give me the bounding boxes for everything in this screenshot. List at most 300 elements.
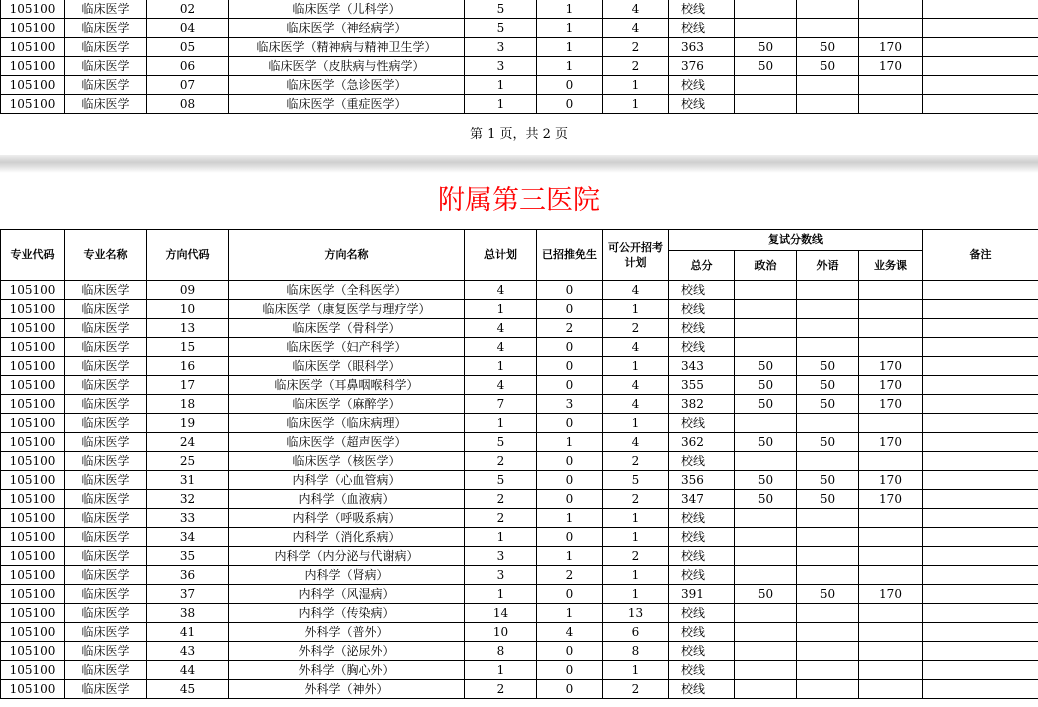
- table-row: [1, 642, 1038, 661]
- cell-business: [859, 414, 923, 433]
- cell-total: 5: [465, 433, 537, 452]
- cell-business: 170: [859, 471, 923, 490]
- cell-public: 5: [603, 471, 669, 490]
- cell-language: [797, 623, 859, 642]
- cell-dir-code: 02: [147, 0, 229, 19]
- cell-score: 校线: [669, 414, 735, 433]
- cell-language: [797, 566, 859, 585]
- cell-exempt: 0: [537, 490, 603, 509]
- cell-public: 4: [603, 19, 669, 38]
- cell-name: 临床医学: [65, 57, 147, 76]
- table-row: [1, 585, 1038, 604]
- cell-note: [923, 414, 1038, 433]
- table-row: [1, 395, 1038, 414]
- table-row: [1, 547, 1038, 566]
- cell-dir-name: 外科学（神外）: [229, 680, 465, 699]
- cell-note: [923, 281, 1038, 300]
- cell-name: 临床医学: [65, 338, 147, 357]
- cell-dir-code: 44: [147, 661, 229, 680]
- cell-dir-code: 38: [147, 604, 229, 623]
- cell-total: 7: [465, 395, 537, 414]
- cell-note: [923, 642, 1038, 661]
- cell-language: [797, 319, 859, 338]
- cell-public: 4: [603, 338, 669, 357]
- cell-dir-code: 35: [147, 547, 229, 566]
- table-row: [1, 76, 1038, 95]
- cell-exempt: 1: [537, 0, 603, 19]
- cell-dir-code: 10: [147, 300, 229, 319]
- cell-total: 3: [465, 566, 537, 585]
- cell-code: 105100: [1, 433, 65, 452]
- cell-dir-code: 37: [147, 585, 229, 604]
- cell-total: 4: [465, 376, 537, 395]
- cell-language: 50: [797, 38, 859, 57]
- cell-public: 2: [603, 680, 669, 699]
- cell-exempt: 0: [537, 281, 603, 300]
- cell-business: 170: [859, 433, 923, 452]
- table-row: [1, 471, 1038, 490]
- cell-name: 临床医学: [65, 0, 147, 19]
- cell-business: [859, 547, 923, 566]
- cell-name: 临床医学: [65, 661, 147, 680]
- header-politics: 政治: [735, 251, 797, 281]
- cell-language: [797, 300, 859, 319]
- cell-business: [859, 0, 923, 19]
- admission-table-page1: [0, 0, 1038, 114]
- cell-score: 校线: [669, 604, 735, 623]
- cell-name: 临床医学: [65, 509, 147, 528]
- cell-business: [859, 509, 923, 528]
- cell-business: 170: [859, 395, 923, 414]
- cell-score: 355: [669, 376, 735, 395]
- cell-score: 校线: [669, 95, 735, 114]
- cell-dir-code: 41: [147, 623, 229, 642]
- table-row: [1, 0, 1038, 19]
- cell-note: [923, 433, 1038, 452]
- cell-dir-code: 08: [147, 95, 229, 114]
- cell-note: [923, 528, 1038, 547]
- cell-exempt: 0: [537, 661, 603, 680]
- cell-business: [859, 76, 923, 95]
- cell-politics: [735, 300, 797, 319]
- cell-language: [797, 528, 859, 547]
- cell-public: 1: [603, 661, 669, 680]
- cell-politics: [735, 661, 797, 680]
- cell-code: 105100: [1, 585, 65, 604]
- cell-exempt: 1: [537, 547, 603, 566]
- page-divider: [0, 155, 1038, 173]
- cell-code: 105100: [1, 76, 65, 95]
- table-row: [1, 623, 1038, 642]
- cell-dir-name: 内科学（肾病）: [229, 566, 465, 585]
- cell-total: 3: [465, 547, 537, 566]
- cell-dir-name: 内科学（心血管病）: [229, 471, 465, 490]
- cell-language: 50: [797, 376, 859, 395]
- cell-code: 105100: [1, 490, 65, 509]
- header-public: 可公开招考计划: [603, 230, 669, 281]
- cell-code: 105100: [1, 680, 65, 699]
- cell-exempt: 0: [537, 376, 603, 395]
- cell-code: 105100: [1, 300, 65, 319]
- cell-exempt: 0: [537, 680, 603, 699]
- cell-business: [859, 452, 923, 471]
- cell-name: 临床医学: [65, 414, 147, 433]
- cell-dir-name: 临床医学（骨科学）: [229, 319, 465, 338]
- cell-score: 校线: [669, 300, 735, 319]
- cell-dir-name: 临床医学（核医学）: [229, 452, 465, 471]
- cell-score: 校线: [669, 0, 735, 19]
- header-exempt: 已招推免生: [537, 230, 603, 281]
- cell-politics: 50: [735, 490, 797, 509]
- cell-politics: [735, 547, 797, 566]
- cell-language: [797, 642, 859, 661]
- cell-exempt: 3: [537, 395, 603, 414]
- cell-business: 170: [859, 57, 923, 76]
- cell-public: 4: [603, 395, 669, 414]
- cell-note: [923, 395, 1038, 414]
- cell-politics: [735, 623, 797, 642]
- cell-business: [859, 19, 923, 38]
- cell-score: 362: [669, 433, 735, 452]
- cell-public: 2: [603, 452, 669, 471]
- cell-public: 1: [603, 528, 669, 547]
- cell-dir-name: 临床医学（临床病理）: [229, 414, 465, 433]
- cell-score: 343: [669, 357, 735, 376]
- cell-note: [923, 547, 1038, 566]
- cell-politics: [735, 680, 797, 699]
- cell-name: 临床医学: [65, 19, 147, 38]
- cell-name: 临床医学: [65, 395, 147, 414]
- cell-note: [923, 95, 1038, 114]
- table-row: [1, 376, 1038, 395]
- cell-dir-name: 临床医学（妇产科学）: [229, 338, 465, 357]
- cell-name: 临床医学: [65, 95, 147, 114]
- cell-dir-code: 15: [147, 338, 229, 357]
- cell-politics: [735, 509, 797, 528]
- cell-dir-code: 33: [147, 509, 229, 528]
- cell-score: 校线: [669, 642, 735, 661]
- cell-dir-name: 外科学（普外）: [229, 623, 465, 642]
- cell-total: 1: [465, 661, 537, 680]
- cell-public: 2: [603, 57, 669, 76]
- cell-total: 3: [465, 38, 537, 57]
- cell-politics: [735, 19, 797, 38]
- cell-public: 4: [603, 433, 669, 452]
- cell-politics: [735, 452, 797, 471]
- cell-total: 1: [465, 76, 537, 95]
- cell-exempt: 0: [537, 585, 603, 604]
- cell-total: 1: [465, 528, 537, 547]
- cell-dir-name: 临床医学（超声医学）: [229, 433, 465, 452]
- cell-name: 临床医学: [65, 680, 147, 699]
- cell-politics: [735, 528, 797, 547]
- cell-dir-code: 18: [147, 395, 229, 414]
- cell-code: 105100: [1, 57, 65, 76]
- cell-language: 50: [797, 471, 859, 490]
- cell-public: 8: [603, 642, 669, 661]
- cell-business: [859, 528, 923, 547]
- cell-note: [923, 300, 1038, 319]
- cell-dir-code: 31: [147, 471, 229, 490]
- cell-exempt: 0: [537, 357, 603, 376]
- cell-language: 50: [797, 433, 859, 452]
- cell-language: 50: [797, 490, 859, 509]
- cell-code: 105100: [1, 604, 65, 623]
- cell-dir-name: 临床医学（麻醉学）: [229, 395, 465, 414]
- cell-exempt: 0: [537, 95, 603, 114]
- cell-dir-name: 临床医学（全科医学）: [229, 281, 465, 300]
- cell-score: 校线: [669, 547, 735, 566]
- cell-business: [859, 281, 923, 300]
- cell-language: [797, 414, 859, 433]
- cell-public: 1: [603, 300, 669, 319]
- cell-note: [923, 452, 1038, 471]
- cell-note: [923, 623, 1038, 642]
- cell-politics: 50: [735, 357, 797, 376]
- cell-language: [797, 0, 859, 19]
- cell-dir-name: 临床医学（眼科学）: [229, 357, 465, 376]
- cell-politics: [735, 566, 797, 585]
- cell-name: 临床医学: [65, 490, 147, 509]
- cell-code: 105100: [1, 566, 65, 585]
- cell-score: 363: [669, 38, 735, 57]
- cell-name: 临床医学: [65, 547, 147, 566]
- cell-dir-code: 34: [147, 528, 229, 547]
- cell-code: 105100: [1, 547, 65, 566]
- cell-dir-name: 外科学（泌尿外）: [229, 642, 465, 661]
- table-body-page2: [1, 281, 1038, 699]
- cell-business: 170: [859, 38, 923, 57]
- cell-code: 105100: [1, 395, 65, 414]
- cell-public: 1: [603, 95, 669, 114]
- cell-name: 临床医学: [65, 585, 147, 604]
- cell-code: 105100: [1, 528, 65, 547]
- header-business: 业务课: [859, 251, 923, 281]
- cell-dir-code: 13: [147, 319, 229, 338]
- cell-language: [797, 547, 859, 566]
- cell-business: [859, 300, 923, 319]
- cell-name: 临床医学: [65, 604, 147, 623]
- cell-note: [923, 604, 1038, 623]
- cell-dir-name: 临床医学（精神病与精神卫生学）: [229, 38, 465, 57]
- cell-business: [859, 319, 923, 338]
- cell-score: 347: [669, 490, 735, 509]
- cell-score: 校线: [669, 566, 735, 585]
- cell-politics: 50: [735, 57, 797, 76]
- cell-exempt: 0: [537, 528, 603, 547]
- cell-name: 临床医学: [65, 452, 147, 471]
- cell-language: [797, 95, 859, 114]
- cell-total: 1: [465, 357, 537, 376]
- cell-public: 4: [603, 281, 669, 300]
- header-dir-code: 方向代码: [147, 230, 229, 281]
- cell-politics: [735, 0, 797, 19]
- cell-language: [797, 281, 859, 300]
- table-row: [1, 338, 1038, 357]
- table-row: [1, 57, 1038, 76]
- cell-code: 105100: [1, 319, 65, 338]
- cell-score: 校线: [669, 680, 735, 699]
- cell-name: 临床医学: [65, 38, 147, 57]
- header-score: 总分: [669, 251, 735, 281]
- cell-exempt: 1: [537, 38, 603, 57]
- cell-score: 382: [669, 395, 735, 414]
- cell-dir-name: 临床医学（儿科学）: [229, 0, 465, 19]
- cell-language: [797, 76, 859, 95]
- table-body-page1: [1, 0, 1038, 114]
- cell-total: 3: [465, 57, 537, 76]
- cell-name: 临床医学: [65, 528, 147, 547]
- cell-public: 1: [603, 566, 669, 585]
- cell-dir-code: 07: [147, 76, 229, 95]
- cell-note: [923, 38, 1038, 57]
- cell-score: 校线: [669, 661, 735, 680]
- cell-exempt: 1: [537, 19, 603, 38]
- cell-code: 105100: [1, 281, 65, 300]
- table-row: [1, 509, 1038, 528]
- cell-exempt: 0: [537, 414, 603, 433]
- cell-code: 105100: [1, 95, 65, 114]
- cell-politics: [735, 95, 797, 114]
- cell-public: 1: [603, 585, 669, 604]
- cell-dir-code: 05: [147, 38, 229, 57]
- cell-code: 105100: [1, 509, 65, 528]
- cell-dir-code: 17: [147, 376, 229, 395]
- cell-politics: 50: [735, 395, 797, 414]
- cell-language: [797, 509, 859, 528]
- cell-note: [923, 319, 1038, 338]
- cell-dir-code: 36: [147, 566, 229, 585]
- cell-business: [859, 661, 923, 680]
- cell-politics: 50: [735, 585, 797, 604]
- cell-note: [923, 566, 1038, 585]
- cell-business: [859, 642, 923, 661]
- cell-dir-code: 04: [147, 19, 229, 38]
- cell-business: 170: [859, 585, 923, 604]
- cell-score: 校线: [669, 338, 735, 357]
- cell-business: [859, 338, 923, 357]
- cell-note: [923, 76, 1038, 95]
- cell-dir-code: 45: [147, 680, 229, 699]
- cell-total: 14: [465, 604, 537, 623]
- header-code: 专业代码: [1, 230, 65, 281]
- cell-total: 2: [465, 490, 537, 509]
- cell-total: 2: [465, 680, 537, 699]
- cell-code: 105100: [1, 19, 65, 38]
- cell-exempt: 0: [537, 338, 603, 357]
- cell-language: [797, 604, 859, 623]
- cell-score: 校线: [669, 281, 735, 300]
- header-note: 备注: [923, 230, 1038, 281]
- cell-note: [923, 57, 1038, 76]
- cell-score: 校线: [669, 19, 735, 38]
- cell-total: 1: [465, 300, 537, 319]
- table-row: [1, 433, 1038, 452]
- table-row: [1, 490, 1038, 509]
- cell-total: 5: [465, 19, 537, 38]
- cell-note: [923, 680, 1038, 699]
- cell-language: [797, 19, 859, 38]
- cell-note: [923, 19, 1038, 38]
- table-row: [1, 566, 1038, 585]
- table-row: [1, 281, 1038, 300]
- cell-total: 4: [465, 281, 537, 300]
- cell-public: 1: [603, 357, 669, 376]
- cell-public: 2: [603, 38, 669, 57]
- cell-language: [797, 452, 859, 471]
- cell-total: 8: [465, 642, 537, 661]
- cell-note: [923, 357, 1038, 376]
- cell-total: 1: [465, 414, 537, 433]
- cell-code: 105100: [1, 642, 65, 661]
- cell-public: 4: [603, 0, 669, 19]
- cell-politics: [735, 281, 797, 300]
- cell-code: 105100: [1, 376, 65, 395]
- cell-dir-code: 09: [147, 281, 229, 300]
- cell-exempt: 1: [537, 604, 603, 623]
- cell-business: [859, 680, 923, 699]
- cell-public: 1: [603, 414, 669, 433]
- page-footer: 第 1 页，共 2 页: [469, 127, 569, 142]
- cell-dir-name: 内科学（呼吸系病）: [229, 509, 465, 528]
- cell-name: 临床医学: [65, 433, 147, 452]
- cell-score: 校线: [669, 623, 735, 642]
- cell-note: [923, 509, 1038, 528]
- cell-exempt: 1: [537, 509, 603, 528]
- cell-name: 临床医学: [65, 319, 147, 338]
- table-header: [1, 230, 1038, 281]
- cell-score: 校线: [669, 509, 735, 528]
- table-row: [1, 604, 1038, 623]
- cell-public: 13: [603, 604, 669, 623]
- cell-code: 105100: [1, 0, 65, 19]
- table-row: [1, 300, 1038, 319]
- cell-exempt: 4: [537, 623, 603, 642]
- cell-dir-name: 临床医学（皮肤病与性病学）: [229, 57, 465, 76]
- cell-business: 170: [859, 376, 923, 395]
- cell-business: [859, 604, 923, 623]
- cell-public: 2: [603, 547, 669, 566]
- cell-dir-name: 内科学（血液病）: [229, 490, 465, 509]
- cell-dir-name: 临床医学（康复医学与理疗学）: [229, 300, 465, 319]
- table-row: [1, 528, 1038, 547]
- cell-public: 1: [603, 509, 669, 528]
- table-row: [1, 452, 1038, 471]
- cell-exempt: 0: [537, 300, 603, 319]
- cell-total: 10: [465, 623, 537, 642]
- cell-score: 校线: [669, 76, 735, 95]
- cell-dir-name: 外科学（胸心外）: [229, 661, 465, 680]
- admission-table-page2: [0, 229, 1038, 699]
- cell-total: 1: [465, 95, 537, 114]
- cell-total: 5: [465, 0, 537, 19]
- cell-total: 1: [465, 585, 537, 604]
- cell-note: [923, 0, 1038, 19]
- cell-language: [797, 680, 859, 699]
- cell-dir-name: 内科学（风湿病）: [229, 585, 465, 604]
- cell-score: 376: [669, 57, 735, 76]
- cell-public: 2: [603, 490, 669, 509]
- table-row: [1, 357, 1038, 376]
- cell-name: 临床医学: [65, 300, 147, 319]
- cell-total: 4: [465, 319, 537, 338]
- cell-code: 105100: [1, 357, 65, 376]
- cell-dir-code: 25: [147, 452, 229, 471]
- cell-politics: [735, 642, 797, 661]
- table-row: [1, 95, 1038, 114]
- cell-business: [859, 623, 923, 642]
- cell-business: 170: [859, 490, 923, 509]
